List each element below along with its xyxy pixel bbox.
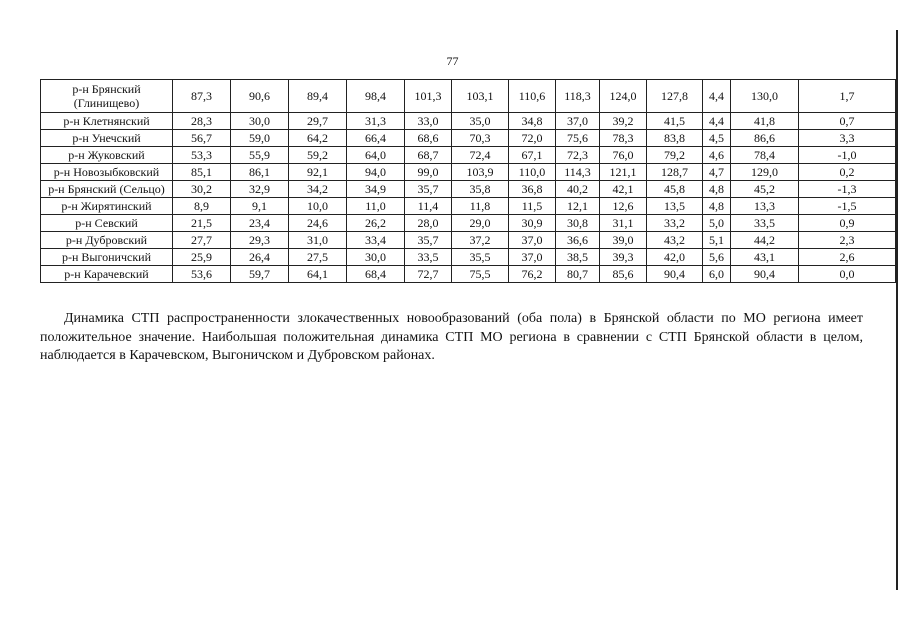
- table-row: [41, 80, 896, 113]
- value-cell: 59,0: [231, 130, 289, 147]
- value-cell: 6,0: [703, 266, 731, 283]
- value-cell: 33,5: [405, 249, 452, 266]
- value-cell: 11,0: [347, 198, 405, 215]
- value-cell: 38,5: [556, 249, 600, 266]
- value-cell: 90,4: [647, 266, 703, 283]
- value-cell: 39,2: [600, 113, 647, 130]
- value-cell: 29,0: [452, 215, 509, 232]
- value-cell: 13,5: [647, 198, 703, 215]
- value-cell: 9,1: [231, 198, 289, 215]
- value-cell: 4,8: [703, 198, 731, 215]
- table-row: [41, 113, 896, 130]
- value-cell: 10,0: [289, 198, 347, 215]
- body-paragraph: Динамика СТП распространенности злокачественных новообразований (оба пола) в Брянской области по МО региона имеет положительное значение. Наибольшая положительная динамика СТП МО региона в сравнении с СТП Брянской области в целом, наблюдается в Карачевском, Выгоничском и Дубровском районах.: [40, 311, 863, 363]
- value-cell: 30,0: [347, 249, 405, 266]
- value-cell: 11,5: [509, 198, 556, 215]
- value-cell: 64,2: [289, 130, 347, 147]
- value-cell: -1,5: [799, 198, 896, 215]
- value-cell: 45,2: [731, 181, 799, 198]
- table-row: [41, 130, 896, 147]
- value-cell: 2,6: [799, 249, 896, 266]
- value-cell: 13,3: [731, 198, 799, 215]
- value-cell: 72,4: [452, 147, 509, 164]
- value-cell: 25,9: [173, 249, 231, 266]
- value-cell: 128,7: [647, 164, 703, 181]
- region-cell: р-н Клетнянский: [41, 113, 173, 130]
- value-cell: 76,0: [600, 147, 647, 164]
- value-cell: 30,9: [509, 215, 556, 232]
- value-cell: 68,7: [405, 147, 452, 164]
- value-cell: 33,0: [405, 113, 452, 130]
- statistics-table: [40, 79, 896, 283]
- value-cell: 31,1: [600, 215, 647, 232]
- region-cell: р-н Карачевский: [41, 266, 173, 283]
- value-cell: 27,7: [173, 232, 231, 249]
- value-cell: 3,3: [799, 130, 896, 147]
- value-cell: 37,0: [509, 232, 556, 249]
- value-cell: 85,1: [173, 164, 231, 181]
- region-cell: р-н Жуковский: [41, 147, 173, 164]
- value-cell: 89,4: [289, 80, 347, 113]
- value-cell: 118,3: [556, 80, 600, 113]
- value-cell: 36,6: [556, 232, 600, 249]
- value-cell: 72,3: [556, 147, 600, 164]
- value-cell: 24,6: [289, 215, 347, 232]
- table-row: [41, 232, 896, 249]
- value-cell: 12,6: [600, 198, 647, 215]
- value-cell: 4,6: [703, 147, 731, 164]
- value-cell: 37,0: [509, 249, 556, 266]
- region-cell: р-н Новозыбковский: [41, 164, 173, 181]
- value-cell: 4,4: [703, 80, 731, 113]
- value-cell: 90,6: [231, 80, 289, 113]
- value-cell: 68,4: [347, 266, 405, 283]
- value-cell: 0,2: [799, 164, 896, 181]
- value-cell: 1,7: [799, 80, 896, 113]
- value-cell: 55,9: [231, 147, 289, 164]
- value-cell: 35,0: [452, 113, 509, 130]
- value-cell: 101,3: [405, 80, 452, 113]
- value-cell: 86,1: [231, 164, 289, 181]
- value-cell: 39,3: [600, 249, 647, 266]
- value-cell: 30,2: [173, 181, 231, 198]
- page-number: 77: [446, 54, 459, 68]
- value-cell: 72,0: [509, 130, 556, 147]
- value-cell: 5,0: [703, 215, 731, 232]
- value-cell: 36,8: [509, 181, 556, 198]
- region-cell: р-н Севский: [41, 215, 173, 232]
- value-cell: 11,8: [452, 198, 509, 215]
- value-cell: 78,4: [731, 147, 799, 164]
- value-cell: 23,4: [231, 215, 289, 232]
- region-cell: р-н Брянский (Сельцо): [41, 181, 173, 198]
- value-cell: 53,6: [173, 266, 231, 283]
- value-cell: 35,7: [405, 181, 452, 198]
- value-cell: 110,6: [509, 80, 556, 113]
- value-cell: 34,9: [347, 181, 405, 198]
- value-cell: 129,0: [731, 164, 799, 181]
- region-cell: р-н Унечский: [41, 130, 173, 147]
- value-cell: 103,1: [452, 80, 509, 113]
- value-cell: 11,4: [405, 198, 452, 215]
- region-cell: р-н Жирятинский: [41, 198, 173, 215]
- value-cell: 5,1: [703, 232, 731, 249]
- region-cell: р-н Выгоничский: [41, 249, 173, 266]
- table-row: [41, 266, 896, 283]
- value-cell: 26,4: [231, 249, 289, 266]
- value-cell: 130,0: [731, 80, 799, 113]
- table-row: [41, 147, 896, 164]
- region-cell: р-н Дубровский: [41, 232, 173, 249]
- value-cell: -1,3: [799, 181, 896, 198]
- value-cell: 114,3: [556, 164, 600, 181]
- value-cell: 94,0: [347, 164, 405, 181]
- page-edge-rule: [896, 30, 898, 590]
- value-cell: 30,0: [231, 113, 289, 130]
- table-row: [41, 164, 896, 181]
- value-cell: 66,4: [347, 130, 405, 147]
- value-cell: 110,0: [509, 164, 556, 181]
- value-cell: 80,7: [556, 266, 600, 283]
- value-cell: 70,3: [452, 130, 509, 147]
- value-cell: 39,0: [600, 232, 647, 249]
- value-cell: 45,8: [647, 181, 703, 198]
- value-cell: 44,2: [731, 232, 799, 249]
- value-cell: 34,8: [509, 113, 556, 130]
- value-cell: 42,0: [647, 249, 703, 266]
- value-cell: 59,7: [231, 266, 289, 283]
- value-cell: 87,3: [173, 80, 231, 113]
- value-cell: 4,5: [703, 130, 731, 147]
- value-cell: 78,3: [600, 130, 647, 147]
- value-cell: 98,4: [347, 80, 405, 113]
- value-cell: 43,1: [731, 249, 799, 266]
- value-cell: 35,7: [405, 232, 452, 249]
- value-cell: 53,3: [173, 147, 231, 164]
- region-cell: р-н Брянский (Глинищево): [41, 80, 173, 113]
- value-cell: 12,1: [556, 198, 600, 215]
- value-cell: 34,2: [289, 181, 347, 198]
- value-cell: 31,0: [289, 232, 347, 249]
- value-cell: 28,3: [173, 113, 231, 130]
- value-cell: 21,5: [173, 215, 231, 232]
- value-cell: 127,8: [647, 80, 703, 113]
- value-cell: 41,8: [731, 113, 799, 130]
- value-cell: 27,5: [289, 249, 347, 266]
- value-cell: 4,7: [703, 164, 731, 181]
- value-cell: 4,8: [703, 181, 731, 198]
- value-cell: 85,6: [600, 266, 647, 283]
- value-cell: 75,6: [556, 130, 600, 147]
- value-cell: 32,9: [231, 181, 289, 198]
- value-cell: 99,0: [405, 164, 452, 181]
- value-cell: 0,7: [799, 113, 896, 130]
- value-cell: 0,9: [799, 215, 896, 232]
- value-cell: 72,7: [405, 266, 452, 283]
- table-row: [41, 198, 896, 215]
- value-cell: 43,2: [647, 232, 703, 249]
- value-cell: 75,5: [452, 266, 509, 283]
- value-cell: 59,2: [289, 147, 347, 164]
- value-cell: 67,1: [509, 147, 556, 164]
- value-cell: 37,2: [452, 232, 509, 249]
- value-cell: 0,0: [799, 266, 896, 283]
- value-cell: 76,2: [509, 266, 556, 283]
- value-cell: 28,0: [405, 215, 452, 232]
- value-cell: 79,2: [647, 147, 703, 164]
- value-cell: 29,3: [231, 232, 289, 249]
- value-cell: 33,4: [347, 232, 405, 249]
- value-cell: 83,8: [647, 130, 703, 147]
- value-cell: 26,2: [347, 215, 405, 232]
- value-cell: 124,0: [600, 80, 647, 113]
- value-cell: 121,1: [600, 164, 647, 181]
- table-row: [41, 215, 896, 232]
- value-cell: 5,6: [703, 249, 731, 266]
- value-cell: 64,0: [347, 147, 405, 164]
- value-cell: -1,0: [799, 147, 896, 164]
- value-cell: 64,1: [289, 266, 347, 283]
- value-cell: 86,6: [731, 130, 799, 147]
- value-cell: 56,7: [173, 130, 231, 147]
- value-cell: 8,9: [173, 198, 231, 215]
- value-cell: 41,5: [647, 113, 703, 130]
- value-cell: 29,7: [289, 113, 347, 130]
- value-cell: 35,5: [452, 249, 509, 266]
- table-body: [41, 80, 896, 283]
- value-cell: 30,8: [556, 215, 600, 232]
- value-cell: 90,4: [731, 266, 799, 283]
- value-cell: 4,4: [703, 113, 731, 130]
- value-cell: 40,2: [556, 181, 600, 198]
- value-cell: 68,6: [405, 130, 452, 147]
- value-cell: 37,0: [556, 113, 600, 130]
- value-cell: 33,5: [731, 215, 799, 232]
- value-cell: 92,1: [289, 164, 347, 181]
- value-cell: 2,3: [799, 232, 896, 249]
- value-cell: 35,8: [452, 181, 509, 198]
- table-row: [41, 181, 896, 198]
- table-row: [41, 249, 896, 266]
- value-cell: 103,9: [452, 164, 509, 181]
- value-cell: 33,2: [647, 215, 703, 232]
- value-cell: 42,1: [600, 181, 647, 198]
- value-cell: 31,3: [347, 113, 405, 130]
